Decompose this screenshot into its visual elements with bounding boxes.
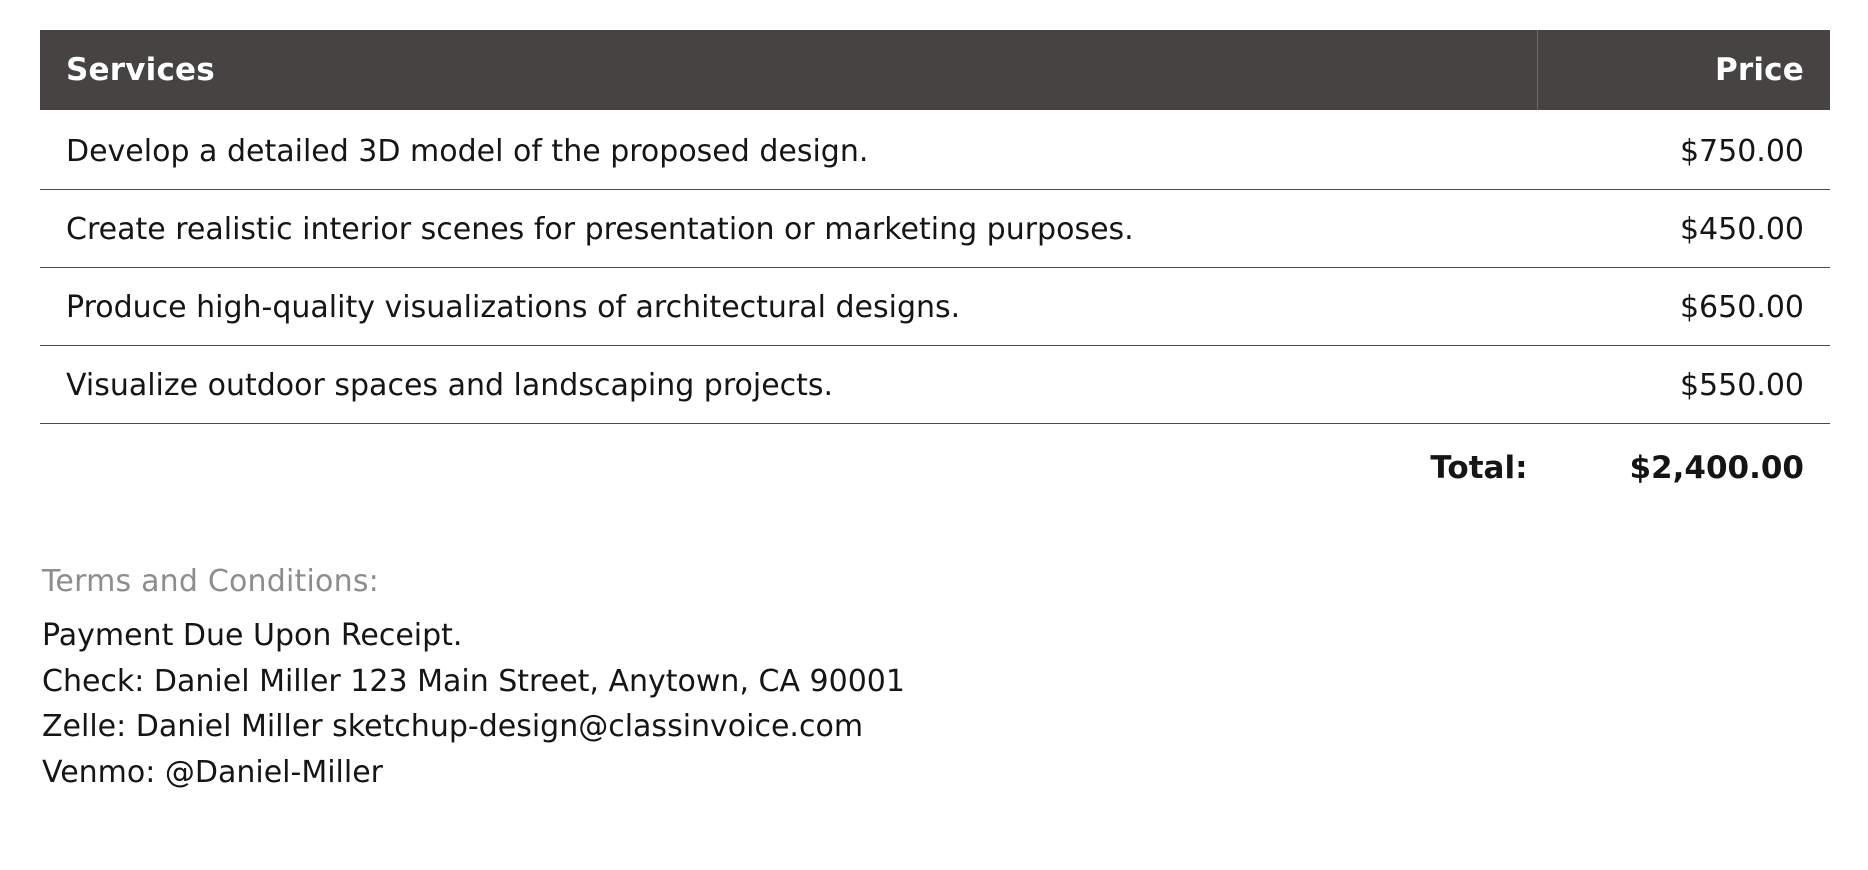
service-price: $450.00 (1538, 190, 1831, 268)
service-description: Create realistic interior scenes for presentation or marketing purposes. (40, 190, 1538, 268)
table-body (40, 110, 1830, 506)
terms-line-check: Check: Daniel Miller 123 Main Street, Anytown, CA 90001 (42, 663, 905, 699)
terms-line-zelle: Zelle: Daniel Miller sketchup-design@classinvoice.com (42, 709, 864, 745)
terms-line-payment: Payment Due Upon Receipt. (42, 618, 463, 653)
table-row (40, 190, 1830, 268)
services-price-table (40, 30, 1830, 506)
total-label: Total: (1430, 450, 1528, 486)
total-value: $2,400.00 (1629, 450, 1804, 486)
service-price: $650.00 (1538, 268, 1831, 346)
service-description: Visualize outdoor spaces and landscaping projects. (40, 346, 1538, 424)
table-header (40, 30, 1830, 110)
table-row (40, 346, 1830, 424)
terms-line-venmo: Venmo: @Daniel-Miller (42, 754, 384, 790)
table-row (40, 110, 1830, 190)
table-row (40, 268, 1830, 346)
service-description: Develop a detailed 3D model of the proposed design. (40, 110, 1538, 190)
terms-title: Terms and Conditions: (42, 564, 379, 599)
table-header-row (40, 30, 1830, 110)
column-header-services: Services (66, 52, 215, 88)
column-header-price: Price (1538, 30, 1831, 110)
service-price: $750.00 (1538, 110, 1831, 190)
service-price: $550.00 (1538, 346, 1831, 424)
terms-and-conditions-section (40, 564, 1828, 795)
table-total-row (40, 424, 1830, 507)
service-description: Produce high-quality visualizations of architectural designs. (40, 268, 1538, 346)
